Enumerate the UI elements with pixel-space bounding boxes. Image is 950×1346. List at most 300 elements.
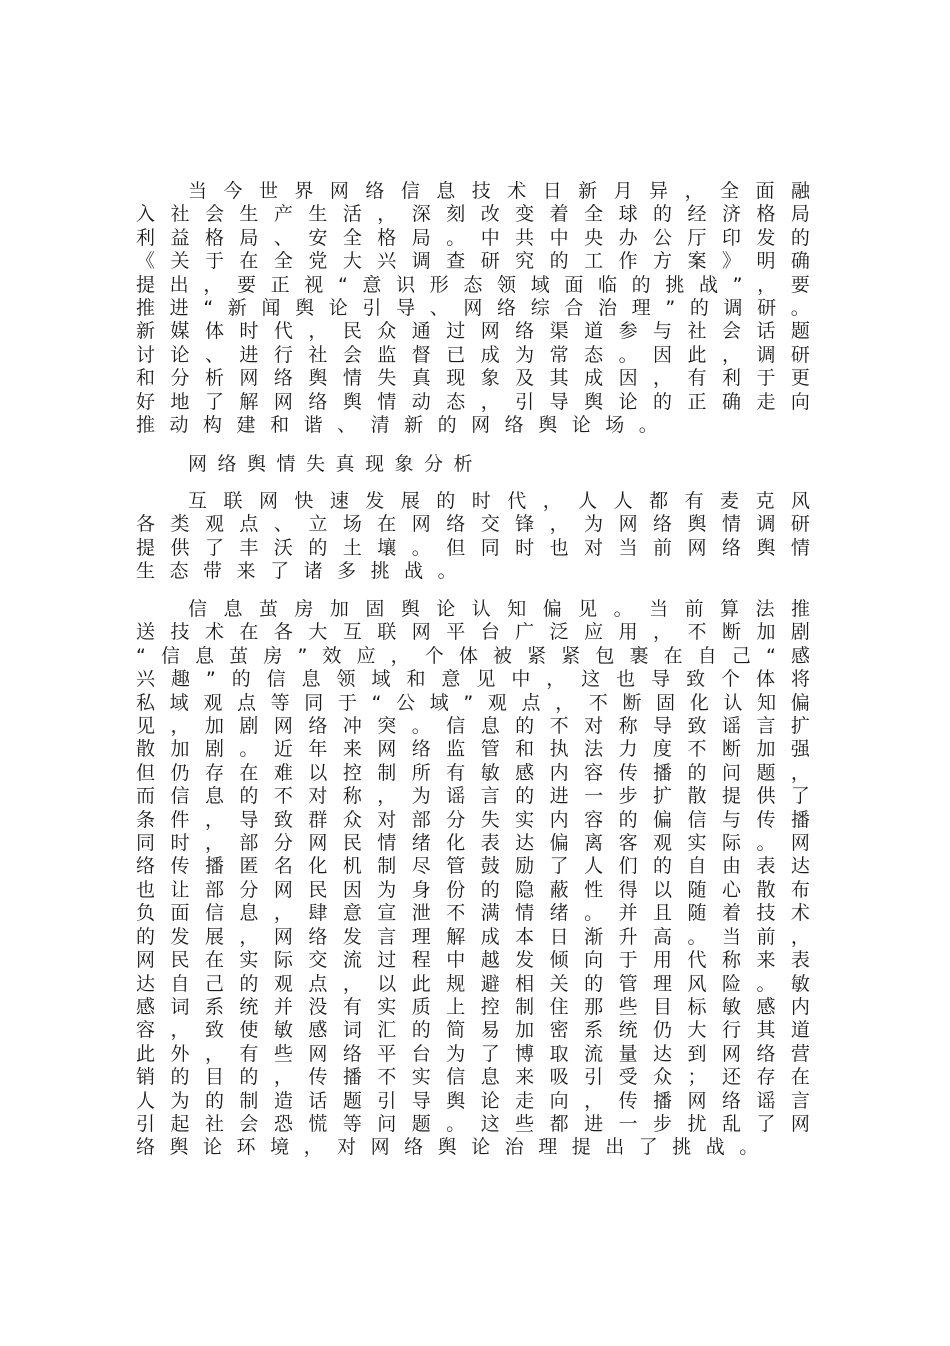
glyph: 造 — [273, 1089, 293, 1112]
glyph: 统 — [239, 995, 259, 1018]
glyph: 这 — [480, 1112, 500, 1135]
glyph: 效 — [322, 644, 342, 667]
glyph: ， — [273, 902, 293, 925]
glyph: 台 — [480, 621, 500, 644]
glyph: 达 — [653, 1042, 673, 1065]
glyph: 扩 — [790, 715, 810, 738]
glyph: 引 — [515, 390, 535, 413]
glyph: 风 — [687, 972, 707, 995]
glyph: 身 — [411, 878, 431, 901]
text-line — [136, 973, 810, 996]
glyph: 点 — [239, 513, 259, 536]
glyph: 走 — [756, 390, 776, 413]
glyph: 目 — [653, 995, 673, 1018]
glyph: 息 — [239, 902, 259, 925]
glyph: 进 — [549, 785, 569, 808]
glyph: 谣 — [756, 1089, 776, 1112]
glyph: 难 — [273, 761, 293, 784]
glyph: 都 — [649, 490, 669, 512]
glyph: ” — [297, 644, 308, 667]
glyph: 。 — [411, 715, 431, 738]
glyph: 引 — [584, 1066, 604, 1089]
glyph: 扩 — [653, 785, 673, 808]
text-line — [136, 949, 810, 972]
glyph: 生 — [308, 203, 328, 226]
glyph: 加 — [756, 621, 776, 644]
glyph: 负 — [136, 902, 156, 925]
glyph: 有 — [239, 1042, 259, 1065]
glyph: 理 — [631, 297, 651, 320]
glyph: 中 — [511, 668, 531, 691]
glyph: ， — [542, 490, 562, 512]
text-line — [136, 297, 810, 320]
glyph: 术 — [790, 902, 810, 925]
text-line — [136, 668, 810, 691]
glyph: 场 — [342, 513, 362, 536]
glyph: 失 — [377, 367, 397, 390]
glyph: 的 — [549, 250, 569, 273]
glyph: 应 — [584, 621, 604, 644]
glyph: 上 — [446, 995, 466, 1018]
glyph: 络 — [721, 536, 741, 559]
glyph: 环 — [236, 1136, 256, 1159]
glyph: 地 — [170, 390, 190, 413]
glyph: 大 — [687, 1019, 707, 1042]
glyph: 送 — [136, 621, 156, 644]
glyph: 过 — [446, 320, 466, 343]
glyph: 认 — [723, 691, 743, 714]
glyph: ， — [790, 761, 810, 784]
glyph: 鼓 — [480, 855, 500, 878]
glyph: 断 — [721, 738, 741, 761]
glyph: 标 — [687, 995, 707, 1018]
glyph: 宣 — [377, 902, 397, 925]
glyph: 表 — [756, 855, 776, 878]
glyph: ” — [732, 273, 743, 296]
glyph: 应 — [356, 644, 376, 667]
glyph: 话 — [308, 1089, 328, 1112]
glyph: 博 — [515, 1042, 535, 1065]
glyph: 域 — [530, 273, 550, 296]
glyph: 因 — [618, 367, 638, 390]
glyph: “ — [337, 273, 348, 296]
glyph: 走 — [515, 1089, 535, 1112]
glyph: 致 — [273, 808, 293, 831]
glyph: 网 — [790, 1112, 810, 1135]
glyph: 对 — [308, 785, 328, 808]
glyph: 导 — [396, 297, 416, 320]
glyph: 网 — [471, 414, 491, 437]
glyph: 情 — [721, 513, 741, 536]
glyph: 固 — [656, 691, 676, 714]
glyph: 网 — [273, 715, 293, 738]
glyph: 肆 — [308, 902, 328, 925]
glyph: 。 — [687, 925, 707, 948]
glyph: 汇 — [377, 1019, 397, 1042]
glyph: ， — [546, 668, 566, 691]
glyph: 敏 — [721, 995, 741, 1018]
glyph: 提 — [571, 1136, 591, 1159]
glyph: 锋 — [515, 513, 535, 536]
glyph: 会 — [342, 343, 362, 366]
glyph: 称 — [721, 949, 741, 972]
glyph: 推 — [790, 598, 810, 620]
glyph: 一 — [584, 785, 604, 808]
text-line — [136, 926, 810, 949]
glyph: 网 — [136, 949, 156, 972]
glyph: 网 — [790, 832, 810, 855]
glyph: 改 — [480, 203, 500, 226]
glyph: 实 — [687, 832, 707, 855]
glyph: 网 — [273, 390, 293, 413]
glyph: ， — [170, 715, 190, 738]
glyph: 道 — [584, 320, 604, 343]
glyph: 。 — [613, 598, 633, 620]
glyph: 网 — [273, 878, 293, 901]
glyph: ， — [204, 832, 224, 855]
glyph: 提 — [136, 273, 156, 296]
glyph: 来 — [342, 738, 362, 761]
glyph: 入 — [136, 203, 156, 226]
glyph: 群 — [308, 808, 328, 831]
text-line — [136, 537, 810, 560]
text-line — [136, 513, 810, 536]
glyph: 简 — [446, 1019, 466, 1042]
glyph: 有 — [446, 761, 466, 784]
glyph: 治 — [598, 297, 618, 320]
text-line — [136, 274, 810, 297]
glyph: 和 — [406, 668, 426, 691]
glyph: 信 — [446, 1066, 466, 1089]
glyph: 确 — [721, 390, 741, 413]
glyph: ， — [584, 1089, 604, 1112]
glyph: 论 — [328, 297, 348, 320]
glyph: 引 — [136, 1112, 156, 1135]
glyph: 断 — [721, 621, 741, 644]
glyph: 当 — [188, 180, 208, 202]
glyph: 偏 — [542, 598, 562, 620]
glyph: 为 — [170, 1089, 190, 1112]
text-line — [136, 1113, 810, 1136]
glyph: 管 — [480, 738, 500, 761]
glyph: 步 — [653, 1112, 673, 1135]
glyph: 私 — [136, 691, 156, 714]
glyph: 的 — [687, 761, 707, 784]
glyph: 播 — [790, 808, 810, 831]
glyph: 成 — [480, 925, 500, 948]
glyph: 自 — [687, 855, 707, 878]
glyph: 并 — [273, 995, 293, 1018]
glyph: 广 — [515, 621, 535, 644]
glyph: 己 — [731, 644, 751, 667]
glyph: 各 — [273, 621, 293, 644]
glyph: 裹 — [629, 644, 649, 667]
glyph: 心 — [721, 878, 741, 901]
glyph: 观 — [203, 691, 223, 714]
glyph: 面 — [170, 902, 190, 925]
glyph: 得 — [618, 878, 638, 901]
text-line — [136, 902, 810, 925]
glyph: 央 — [584, 226, 604, 249]
glyph: 监 — [446, 738, 466, 761]
glyph: 制 — [515, 995, 535, 1018]
glyph: 真 — [411, 367, 431, 390]
glyph: 也 — [616, 668, 636, 691]
glyph: 研 — [480, 250, 500, 273]
glyph: 剧 — [204, 738, 224, 761]
glyph: 常 — [549, 343, 569, 366]
glyph: 共 — [515, 226, 535, 249]
glyph: 言 — [756, 715, 776, 738]
glyph: 通 — [411, 320, 431, 343]
text-line — [136, 180, 810, 203]
glyph: 网 — [411, 621, 431, 644]
text-line — [136, 367, 810, 390]
glyph: 克 — [755, 490, 775, 512]
glyph: 息 — [204, 785, 224, 808]
glyph: 受 — [618, 1066, 638, 1089]
glyph: 形 — [429, 273, 449, 296]
glyph: 控 — [480, 995, 500, 1018]
glyph: 展 — [204, 925, 224, 948]
glyph: 题 — [790, 320, 810, 343]
glyph: 化 — [689, 691, 709, 714]
glyph: ； — [687, 1066, 707, 1089]
glyph: 感 — [515, 761, 535, 784]
glyph: 题 — [411, 1112, 431, 1135]
glyph: 有 — [687, 367, 707, 390]
glyph: 网 — [239, 367, 259, 390]
glyph: 世 — [258, 180, 278, 202]
text-line — [136, 996, 810, 1019]
glyph: 理 — [411, 925, 431, 948]
glyph: 网 — [377, 738, 397, 761]
glyph: 易 — [480, 1019, 500, 1042]
glyph: 。 — [638, 414, 658, 437]
glyph: “ — [766, 644, 776, 667]
glyph: 管 — [618, 972, 638, 995]
glyph: 些 — [515, 1112, 535, 1135]
glyph: 发 — [515, 949, 535, 972]
glyph: 着 — [549, 203, 569, 226]
glyph: 中 — [446, 949, 466, 972]
glyph: 且 — [653, 902, 673, 925]
glyph: 类 — [170, 513, 190, 536]
glyph: 情 — [377, 390, 397, 413]
glyph: 关 — [549, 972, 569, 995]
glyph: 安 — [308, 226, 328, 249]
glyph: 紧 — [561, 644, 581, 667]
glyph: 法 — [755, 598, 775, 620]
glyph: 络 — [136, 1136, 156, 1159]
glyph: 见 — [136, 715, 156, 738]
glyph: ， — [684, 180, 704, 202]
glyph: 表 — [790, 949, 810, 972]
text-line — [136, 227, 810, 250]
glyph: 今 — [223, 180, 243, 202]
glyph: 系 — [584, 1019, 604, 1042]
glyph: 观 — [487, 691, 507, 714]
glyph: 。 — [790, 297, 810, 320]
glyph: 住 — [549, 995, 569, 1018]
glyph: 加 — [170, 738, 190, 761]
glyph: 来 — [236, 560, 256, 583]
glyph: 固 — [365, 598, 385, 620]
glyph: 的 — [231, 668, 251, 691]
glyph: 问 — [377, 1112, 397, 1135]
glyph: 对 — [337, 1136, 357, 1159]
glyph: 谣 — [446, 785, 466, 808]
text-line — [136, 391, 810, 414]
glyph: ， — [390, 644, 410, 667]
glyph: 域 — [169, 691, 189, 714]
glyph: 。 — [437, 560, 457, 583]
paragraph-internet-era — [136, 490, 810, 584]
glyph: ” — [463, 691, 474, 714]
glyph: 方 — [653, 250, 673, 273]
glyph: 众 — [653, 1066, 673, 1089]
glyph: 营 — [790, 1042, 810, 1065]
glyph: 究 — [515, 250, 535, 273]
glyph: 人 — [136, 1089, 156, 1112]
glyph: 吸 — [549, 1066, 569, 1089]
glyph: 尽 — [411, 855, 431, 878]
glyph: 因 — [653, 343, 673, 366]
glyph: 挑 — [665, 273, 685, 296]
glyph: 明 — [756, 250, 776, 273]
glyph: ” — [665, 297, 676, 320]
glyph: 导 — [549, 390, 569, 413]
glyph: 观 — [653, 832, 673, 855]
glyph: 舆 — [538, 414, 558, 437]
glyph: 导 — [411, 1089, 431, 1112]
glyph: 舆 — [584, 390, 604, 413]
glyph: 意 — [441, 668, 461, 691]
glyph: 的 — [515, 715, 535, 738]
glyph: 的 — [515, 785, 535, 808]
glyph: 房 — [294, 598, 314, 620]
glyph: 质 — [411, 995, 431, 1018]
glyph: 利 — [136, 226, 156, 249]
text-line — [136, 1090, 810, 1113]
glyph: ， — [555, 691, 575, 714]
glyph: 挑 — [370, 560, 390, 583]
glyph: 其 — [756, 1019, 776, 1042]
glyph: 的 — [631, 273, 651, 296]
glyph: 网 — [273, 925, 293, 948]
glyph: 舆 — [756, 536, 776, 559]
glyph: 要 — [236, 273, 256, 296]
glyph: 社 — [687, 320, 707, 343]
glyph: 领 — [497, 273, 517, 296]
glyph: 播 — [653, 761, 673, 784]
glyph: 突 — [377, 715, 397, 738]
glyph: 过 — [377, 949, 397, 972]
glyph: 济 — [721, 203, 741, 226]
glyph: 了 — [270, 560, 290, 583]
glyph: 络 — [515, 320, 535, 343]
glyph: 在 — [239, 761, 259, 784]
glyph: 人 — [584, 855, 604, 878]
glyph: 传 — [170, 855, 190, 878]
glyph: 、 — [204, 343, 224, 366]
glyph: 治 — [504, 1136, 524, 1159]
glyph: 际 — [721, 832, 741, 855]
glyph: 深 — [411, 203, 431, 226]
glyph: 由 — [721, 855, 741, 878]
glyph: 域 — [429, 691, 449, 714]
glyph: 和 — [270, 414, 290, 437]
glyph: 前 — [684, 598, 704, 620]
glyph: 合 — [564, 297, 584, 320]
glyph: 网 — [721, 1042, 741, 1065]
glyph: 度 — [653, 738, 673, 761]
glyph: 际 — [273, 949, 293, 972]
glyph: 达 — [136, 972, 156, 995]
glyph: 为 — [584, 513, 604, 536]
glyph: 中 — [549, 226, 569, 249]
glyph: 众 — [377, 320, 397, 343]
glyph: 部 — [411, 808, 431, 831]
glyph: 战 — [404, 560, 424, 583]
glyph: 络 — [497, 297, 517, 320]
glyph: 论 — [436, 598, 456, 620]
glyph: 论 — [571, 414, 591, 437]
glyph: 的 — [689, 297, 709, 320]
glyph: 新 — [136, 320, 156, 343]
glyph: 情 — [515, 902, 535, 925]
glyph: 分 — [170, 367, 190, 390]
glyph: 壤 — [377, 536, 397, 559]
glyph: 战 — [698, 273, 718, 296]
glyph: 在 — [377, 513, 397, 536]
glyph: 推 — [136, 414, 156, 437]
glyph: 制 — [239, 1089, 259, 1112]
glyph: 于 — [204, 250, 224, 273]
glyph: 的 — [437, 414, 457, 437]
glyph: 速 — [329, 490, 349, 512]
glyph: 论 — [203, 1136, 223, 1159]
glyph: 印 — [721, 226, 741, 249]
glyph: 散 — [687, 785, 707, 808]
glyph: 会 — [721, 320, 741, 343]
glyph: 也 — [549, 536, 569, 559]
glyph: 传 — [618, 761, 638, 784]
glyph: 论 — [480, 1089, 500, 1112]
glyph: 的 — [136, 925, 156, 948]
glyph: 互 — [188, 490, 208, 512]
glyph: 的 — [584, 972, 604, 995]
glyph: 相 — [515, 972, 535, 995]
text-line — [136, 692, 810, 715]
glyph: 但 — [136, 761, 156, 784]
glyph: ， — [790, 925, 810, 948]
glyph: 各 — [136, 513, 156, 536]
glyph: 目 — [204, 1066, 224, 1089]
glyph: 行 — [721, 1019, 741, 1042]
glyph: 称 — [342, 785, 362, 808]
glyph: 技 — [756, 902, 776, 925]
glyph: 剧 — [239, 715, 259, 738]
glyph: 茧 — [258, 598, 278, 620]
text-line — [136, 1043, 810, 1066]
glyph: 知 — [507, 598, 527, 620]
glyph: 为 — [446, 1042, 466, 1065]
glyph: 调 — [411, 250, 431, 273]
glyph: 同 — [136, 832, 156, 855]
glyph: 步 — [618, 785, 638, 808]
text-line — [136, 879, 810, 902]
